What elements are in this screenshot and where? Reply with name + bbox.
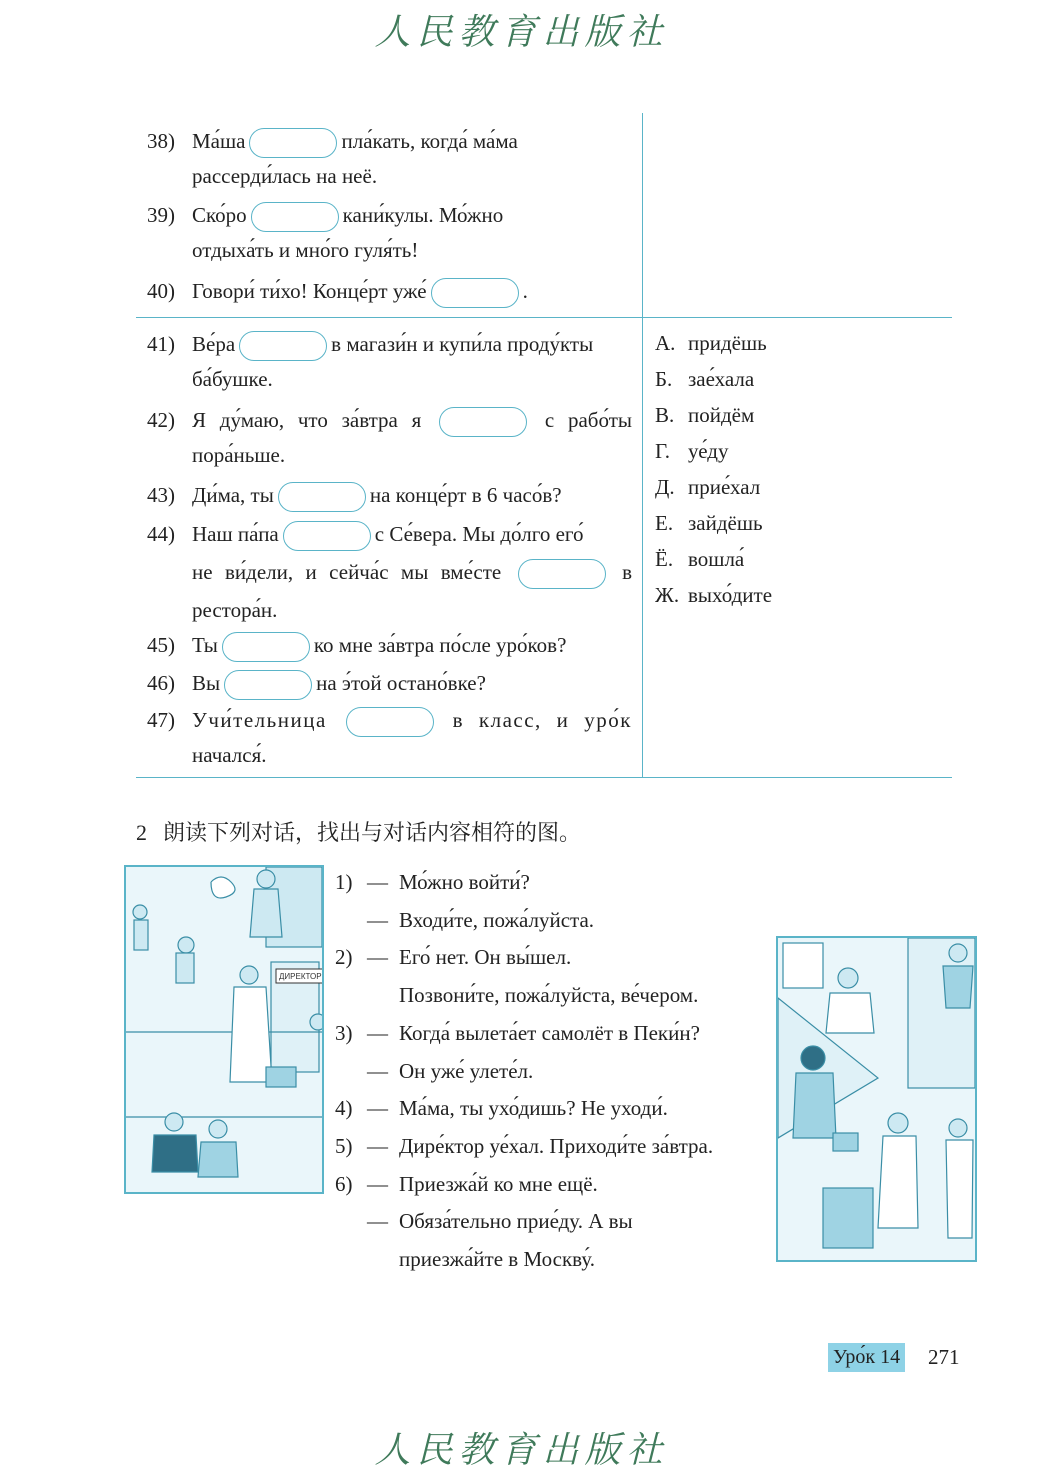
exercise-item-45: 45) Ты ко мне за́втра по́сле уро́ков? <box>147 628 632 663</box>
option-a: А. придёшь <box>655 331 767 355</box>
option-g: Г. уе́ду <box>655 439 729 463</box>
option-b: Б. зае́хала <box>655 367 755 391</box>
answer-blank[interactable] <box>278 482 366 512</box>
answer-blank[interactable] <box>251 202 339 232</box>
answer-blank[interactable] <box>249 128 337 158</box>
dialog-2-line-2: Позвони́те, пожа́луйста, ве́чером. <box>399 983 699 1008</box>
exercise-item-40: 40) Говори́ ти́хо! Конце́рт уже́ . <box>147 274 632 309</box>
exercise-item-38: 38) Ма́ша пла́кать, когда́ ма́ма рассерди́лась на неё. <box>147 129 518 188</box>
exercise-item-39: 39) Ско́ро кани́кулы. Мо́жно отдыха́ть и мно́го гуля́ть! <box>147 203 504 262</box>
page-number: 271 <box>928 1345 960 1369</box>
answer-blank[interactable] <box>346 707 434 737</box>
answer-blank[interactable] <box>431 278 519 308</box>
dialog-list <box>335 864 713 1279</box>
illustration-school-scene <box>124 865 324 1194</box>
table-column-divider <box>642 113 643 777</box>
option-d: Д. прие́хал <box>655 475 761 499</box>
dialog-4-line-1: 4) — Ма́ма, ты ухо́дишь? Не уходи́. <box>335 1096 668 1121</box>
publisher-watermark-top: 人民教育出版社 <box>374 12 669 53</box>
exercise-item-44: 44) Наш па́па с Се́вера. Мы до́лго его́ не ви́дели, и сейча́с мы вме́сте в рестора́н. <box>147 522 633 622</box>
table-divider-bottom <box>136 777 952 778</box>
publisher-watermark-bottom: 人民教育出版社 <box>374 1430 669 1471</box>
answer-blank[interactable] <box>239 331 327 361</box>
answer-options <box>655 325 772 613</box>
option-e: Е. зайдёшь <box>655 511 763 535</box>
table-divider-mid <box>136 317 952 318</box>
option-v: В. пойдём <box>655 403 755 427</box>
exercise-item-41: 41) Ве́ра в магази́н и купи́ла проду́кты ба́бушке. <box>147 332 594 391</box>
option-zh: Ж. выхо́дите <box>655 583 773 607</box>
director-sign-label: ДИРЕКТОР <box>279 972 322 981</box>
dialog-3-line-1: 3) — Когда́ вылета́ет самолёт в Пеки́н? <box>335 1020 700 1045</box>
dialog-5-line-1: 5) — Дире́ктор уе́хал. Приходи́те за́втра. <box>335 1133 714 1158</box>
dialog-6-line-2: — Обяза́тельно прие́ду. А вы <box>367 1209 633 1234</box>
dialog-6-line-3: приезжа́йте в Москву́. <box>399 1247 595 1272</box>
exercise-item-43: 43) Ди́ма, ты на конце́рт в 6 часо́в? <box>147 478 632 513</box>
exercise-2-heading: 2 朗读下列对话，找出与对话内容相符的图。 <box>136 820 582 846</box>
option-yo: Ё. вошла́ <box>655 547 745 571</box>
answer-blank[interactable] <box>222 632 310 662</box>
answer-blank[interactable] <box>518 559 606 589</box>
exercise-item-46: 46) Вы на э́той остано́вке? <box>147 666 632 701</box>
dialog-1-line-2: — Входи́те, пожа́луйста. <box>367 907 595 932</box>
dialog-3-line-2: — Он уже́ улете́л. <box>367 1058 534 1083</box>
exercise-item-47: 47) Учи́тельница в класс, и уро́к начался́. <box>147 708 633 767</box>
illustration-home-scene <box>776 936 977 1262</box>
answer-blank[interactable] <box>283 521 371 551</box>
exercise-item-42: 42) Я ду́маю, что за́втра я с рабо́ты пора́ньше. <box>147 408 632 467</box>
answer-blank[interactable] <box>224 670 312 700</box>
lesson-label: Уро́к 14 <box>828 1343 905 1372</box>
answer-blank[interactable] <box>439 407 527 437</box>
dialog-1-line-1: 1) — Мо́жно войти́? <box>335 870 530 894</box>
dialog-2-line-1: 2) — Его́ нет. Он вы́шел. <box>335 945 572 970</box>
dialog-6-line-1: 6) — Приезжа́й ко мне ещё. <box>335 1171 598 1196</box>
